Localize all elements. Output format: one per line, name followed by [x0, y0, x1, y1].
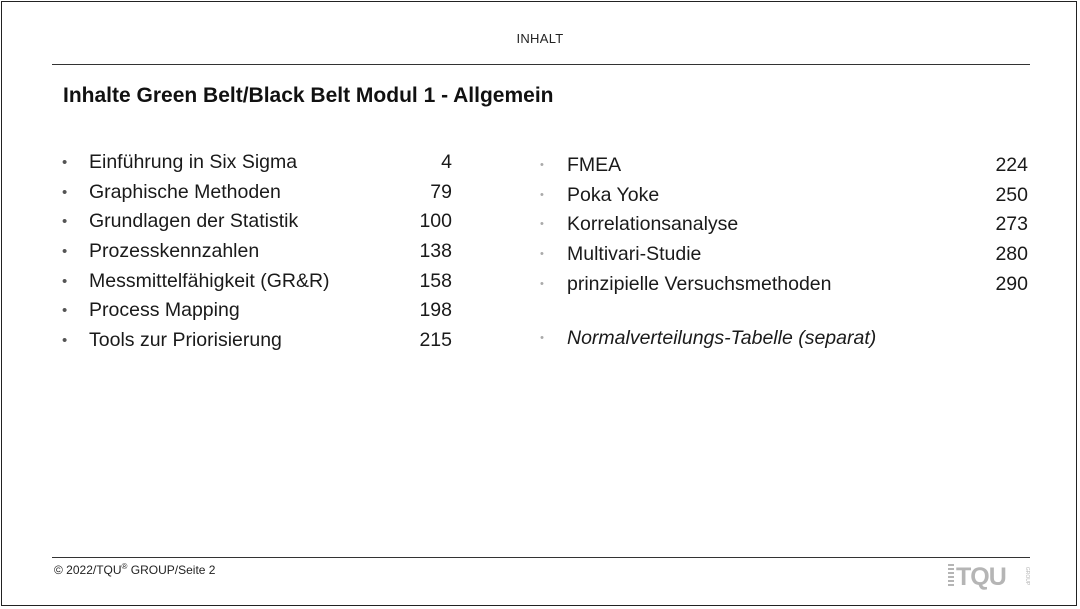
- bullet-icon: •: [62, 243, 68, 261]
- tqu-group-logo: [948, 562, 1030, 590]
- list-item: [540, 151, 1028, 181]
- bullet-icon: •: [540, 248, 544, 261]
- toc-item-page: 250: [995, 183, 1028, 206]
- bullet-icon: •: [540, 277, 544, 290]
- toc-item-label: Messmittelfähigkeit (GR&R): [89, 269, 330, 292]
- toc-item-page: 79: [430, 180, 452, 203]
- toc-item-label: Einführung in Six Sigma: [89, 151, 298, 174]
- bullet-icon: •: [62, 302, 68, 320]
- list-item: [62, 178, 452, 208]
- bullet-icon: •: [62, 213, 68, 231]
- toc-note-item: [540, 324, 1028, 354]
- toc-item-label: Process Mapping: [89, 299, 240, 322]
- bullet-icon: •: [540, 159, 544, 172]
- toc-item-page: 224: [995, 154, 1028, 177]
- toc-item-page: 290: [995, 272, 1028, 295]
- toc-item-label: Multivari-Studie: [567, 243, 702, 266]
- toc-item-label: Korrelationsanalyse: [567, 213, 739, 236]
- toc-item-label: FMEA: [567, 154, 622, 177]
- logo-text: TQU: [956, 563, 1006, 590]
- toc-item-page: 198: [419, 299, 452, 322]
- toc-note-label: Normalverteilungs-Tabelle (separat): [567, 327, 877, 350]
- list-item: [62, 326, 452, 356]
- toc-item-label: Graphische Methoden: [89, 180, 281, 203]
- toc-item-label: Tools zur Priorisierung: [89, 328, 282, 351]
- footer-suffix: GROUP/Seite 2: [127, 563, 216, 577]
- registered-mark: ®: [121, 562, 128, 571]
- list-item: [62, 296, 452, 326]
- bullet-icon: •: [540, 188, 544, 201]
- toc-item-page: 100: [419, 210, 452, 233]
- toc-item-page: 138: [419, 240, 452, 263]
- toc-item-page: 4: [441, 151, 452, 174]
- list-item: [540, 240, 1028, 270]
- footer-prefix: © 2022/TQU: [54, 563, 122, 577]
- bullet-icon: •: [540, 218, 544, 231]
- list-item: [62, 148, 452, 178]
- toc-item-page: 280: [995, 243, 1028, 266]
- bullet-icon: •: [62, 183, 68, 201]
- toc-item-label: Prozesskennzahlen: [89, 240, 260, 263]
- bullet-icon: •: [62, 272, 68, 290]
- section-header: INHALT: [516, 31, 564, 46]
- toc-item-label: Poka Yoke: [567, 183, 660, 206]
- bottom-divider: [52, 557, 1030, 558]
- list-item: [540, 269, 1028, 299]
- toc-item-label: Grundlagen der Statistik: [89, 210, 299, 233]
- list-item: [62, 237, 452, 267]
- list-item: [540, 181, 1028, 211]
- page-title: Inhalte Green Belt/Black Belt Modul 1 - Allgemein: [63, 84, 554, 107]
- toc-item-page: 158: [419, 269, 452, 292]
- logo-subtext: GROUP: [1024, 566, 1030, 586]
- list-item: [62, 207, 452, 237]
- bullet-icon: •: [62, 331, 68, 349]
- list-item: [540, 210, 1028, 240]
- toc-item-page: 215: [419, 328, 452, 351]
- toc-left-list: [62, 148, 452, 355]
- footer-copyright: [54, 562, 215, 577]
- toc-item-label: prinzipielle Versuchsmethoden: [567, 272, 832, 295]
- list-item: [62, 266, 452, 296]
- top-divider: [52, 64, 1030, 65]
- bullet-icon: •: [62, 154, 68, 172]
- toc-item-page: 273: [995, 213, 1028, 236]
- bullet-icon: •: [540, 332, 544, 345]
- toc-right-list: [540, 151, 1028, 354]
